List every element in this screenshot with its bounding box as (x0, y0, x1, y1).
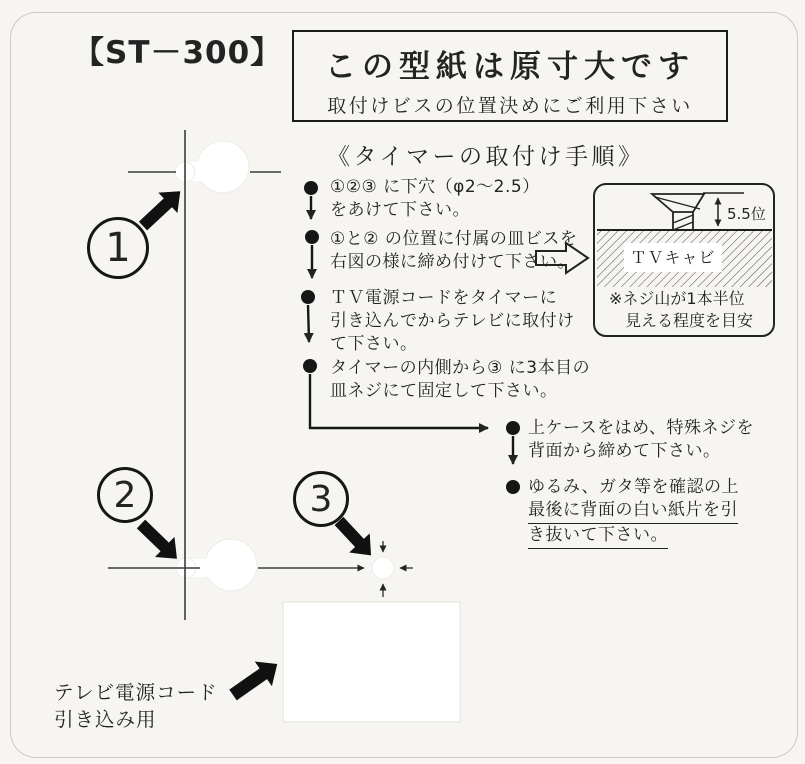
pointer-arrow-4 (224, 652, 285, 708)
hole-cutout-3 (372, 557, 394, 579)
model-label: 【ST－300】 (73, 35, 283, 71)
step-3-line-2: 引き込んでからテレビに取付け (330, 311, 575, 331)
cord-cutout-rect (283, 602, 460, 722)
keyhole-cutout-2 (176, 539, 257, 591)
step-6-line-2: 最後に背面の白い紙片を引 (528, 499, 738, 524)
step-1-line-1: ①②③ に下穴（φ2～2.5） (330, 177, 540, 197)
screw-depth-dimension-label: 5.5位 (727, 205, 766, 223)
flat-head-screw-icon (652, 194, 704, 230)
cord-note-line-1: テレビ電源コード (54, 681, 218, 704)
position-marker-3-number: 3 (309, 478, 333, 520)
keyhole-cutout-1 (175, 141, 249, 193)
sheet-subtitle: 取付けビスの位置決めにご利用下さい (327, 95, 693, 117)
tv-cabinet-label: ＴＶキャビ (624, 243, 722, 272)
step-4-line-1: タイマーの内側から③ に3本目の (330, 358, 591, 378)
title-box (292, 30, 728, 122)
cord-note-line-2: 引き込み用 (54, 708, 157, 731)
screw-note-line-2: 見える程度を目安 (625, 311, 754, 330)
position-marker-1-number: 1 (105, 225, 131, 271)
step-2-line-2: 右図の様に締め付けて下さい。 (330, 252, 575, 272)
step-6-line-1: ゆるみ、ガタ等を確認の上 (528, 477, 740, 497)
step-5 (528, 417, 754, 463)
position-marker-2 (97, 467, 153, 523)
step-5-line-1: 上ケースをはめ、特殊ネジを (528, 418, 754, 438)
step-4 (330, 357, 590, 403)
position-marker-3 (293, 471, 349, 527)
screw-note-line-1: ※ネジ山が1本半位 (609, 289, 745, 308)
step-3-line-1: ＴＶ電源コードをタイマーに (330, 288, 558, 308)
step-4-line-2: 皿ネジにて固定して下さい。 (330, 381, 558, 401)
step-5-line-2: 背面から締めて下さい。 (528, 441, 721, 461)
position-marker-2-number: 2 (113, 474, 137, 516)
section-heading: 《タイマーの取付け手順》 (327, 144, 645, 170)
step-3 (330, 287, 575, 356)
step-3-line-3: て下さい。 (330, 334, 418, 354)
sheet-title: この型紙は原寸大です (325, 49, 695, 85)
screw-thread-note (609, 288, 753, 332)
position-marker-1 (87, 217, 149, 279)
step-2-line-1: ①と② の位置に付属の皿ビスを (330, 229, 578, 249)
step-2 (330, 228, 577, 274)
step-1 (330, 176, 540, 222)
step-6-line-3: き抜いて下さい。 (528, 524, 668, 549)
step-1-line-2: をあけて下さい。 (330, 200, 470, 220)
power-cord-note (54, 679, 218, 733)
pointer-arrow-2 (131, 514, 186, 569)
step-6 (528, 476, 739, 549)
